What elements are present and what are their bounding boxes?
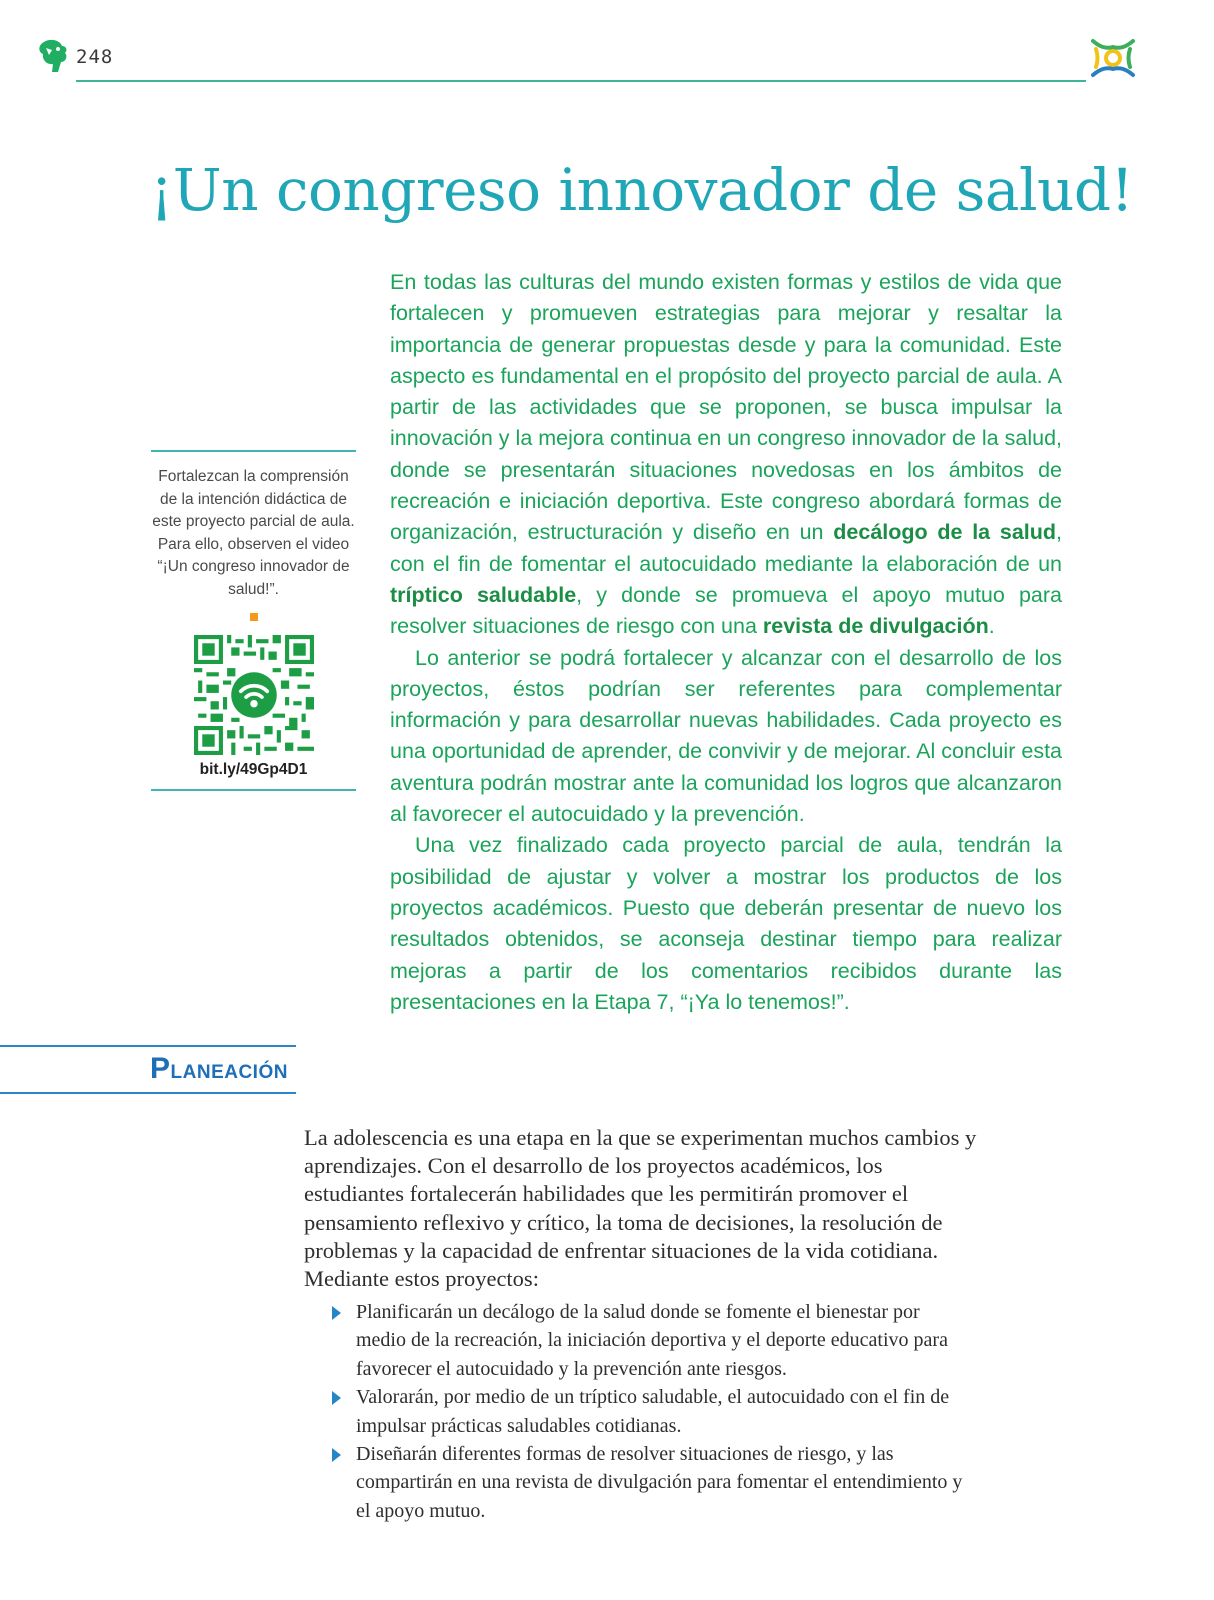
list-item-text: Valorarán, por medio de un tríptico saludable, el autocuidado con el fin de impulsar prácticas saludables cotidianas.: [356, 1386, 950, 1437]
list-item: [328, 1383, 968, 1440]
qr-code-icon[interactable]: [194, 635, 314, 755]
section-rule-top: [0, 1045, 296, 1047]
intro-text-segment: , y donde se promueva el apoyo mutuo para resolver situaciones de riesgo con una: [390, 582, 1062, 639]
accent-dot: [250, 613, 258, 621]
sidebar-rule-top: [151, 450, 356, 452]
heading-initial: P: [150, 1052, 171, 1085]
intro-paragraph-3: Una vez finalizado cada proyecto parcial de aula, tendrán la posibilidad de ajustar y volver a mostrar los productos de los proyectos académicos. Puesto que deberán presentar de nuevo los resultados obtenidos, se aconseja destinar tiempo para realizar mejoras a partir de los comentarios recibidos durante las presentaciones en la Etapa 7, “¡Ya lo tenemos!”.: [390, 833, 1062, 1014]
highlight-decalogo: decálogo de la salud: [833, 520, 1057, 545]
section-heading-planeacion: [150, 1052, 288, 1086]
list-item-text: Diseñarán diferentes formas de resolver situaciones de riesgo, y las compartirán en una revista de divulgación para fomentar el entendimiento y el apoyo mutuo.: [356, 1443, 963, 1522]
highlight-revista: revista de divulgación: [762, 614, 989, 639]
highlight-triptico: tríptico saludable: [390, 582, 577, 607]
triangle-bullet-icon: [332, 1448, 341, 1462]
project-emblem-icon: [1088, 33, 1138, 83]
planeacion-paragraph: La adolescencia es una etapa en la que se experimentan muchos cambios y aprendizajes. Con el desarrollo de los proyectos académicos, los estudiantes fortalecerán habilidades que les permitirán promover el pensamiento reflexivo y crítico, la toma de decisiones, la resolución de problemas y la capacidad de enfrentar situaciones de la vida cotidiana. Mediante estos proyectos:: [304, 1125, 977, 1292]
video-sidebar: [151, 450, 356, 791]
intro-text-segment: En todas las culturas del mundo existen formas y estilos de vida que fortalecen y promueven estrategias para mejorar y resaltar la importancia de generar propuestas desde y para la comunidad. Este aspecto es fundamental en el propósito del proyecto parcial de aula. A partir de las actividades que se proponen, se busca impulsar la innovación y la mejora continua en un congreso innovador de la salud, donde se presentarán situaciones novedosas en los ámbitos de recreación e iniciación deportiva. Este congreso abordará formas de organización, estructuración y diseño en un: [390, 270, 1062, 545]
page-title: ¡Un congreso innovador de salud!: [150, 156, 1134, 224]
page-number: 248: [76, 46, 114, 68]
sidebar-text: Fortalezcan la comprensión de la intención didáctica de este proyecto parcial de aula. Para ello, observen el video “¡Un congreso innovador de salud!”.: [152, 468, 355, 598]
list-item: [328, 1440, 968, 1525]
triangle-bullet-icon: [332, 1306, 341, 1320]
list-item: [328, 1298, 968, 1383]
video-link[interactable]: bit.ly/49Gp4D1: [199, 761, 308, 778]
intro-paragraph-1: [390, 267, 1062, 643]
sidebar-rule-bottom: [151, 789, 356, 791]
intro-text-segment: , con el fin de fomentar el autocuidado mediante la elaboración de un: [390, 520, 1062, 576]
intro-text-segment: .: [988, 614, 995, 639]
objectives-list: [328, 1298, 968, 1525]
green-figure-logo-icon: [36, 38, 70, 74]
heading-rest: laneación: [170, 1054, 288, 1084]
header-rule: [76, 80, 1086, 82]
list-item-text: Planificarán un decálogo de la salud donde se fomente el bienestar por medio de la recreación, la iniciación deportiva y el deporte educativo para favorecer el autocuidado y la prevención ante riesgos.: [356, 1301, 948, 1380]
intro-text: [390, 267, 1062, 1018]
section-rule-bottom: [0, 1092, 296, 1094]
intro-paragraph-2: Lo anterior se podrá fortalecer y alcanzar con el desarrollo de los proyectos, éstos podrían ser referentes para complementar información y para desarrollar nuevas habilidades. Cada proyecto es una oportunidad de aprender, de convivir y de mejorar. Al concluir esta aventura podrán mostrar ante la comunidad los logros que alcanzaron al favorecer el autocuidado y la prevención.: [390, 645, 1062, 827]
triangle-bullet-icon: [332, 1391, 341, 1405]
